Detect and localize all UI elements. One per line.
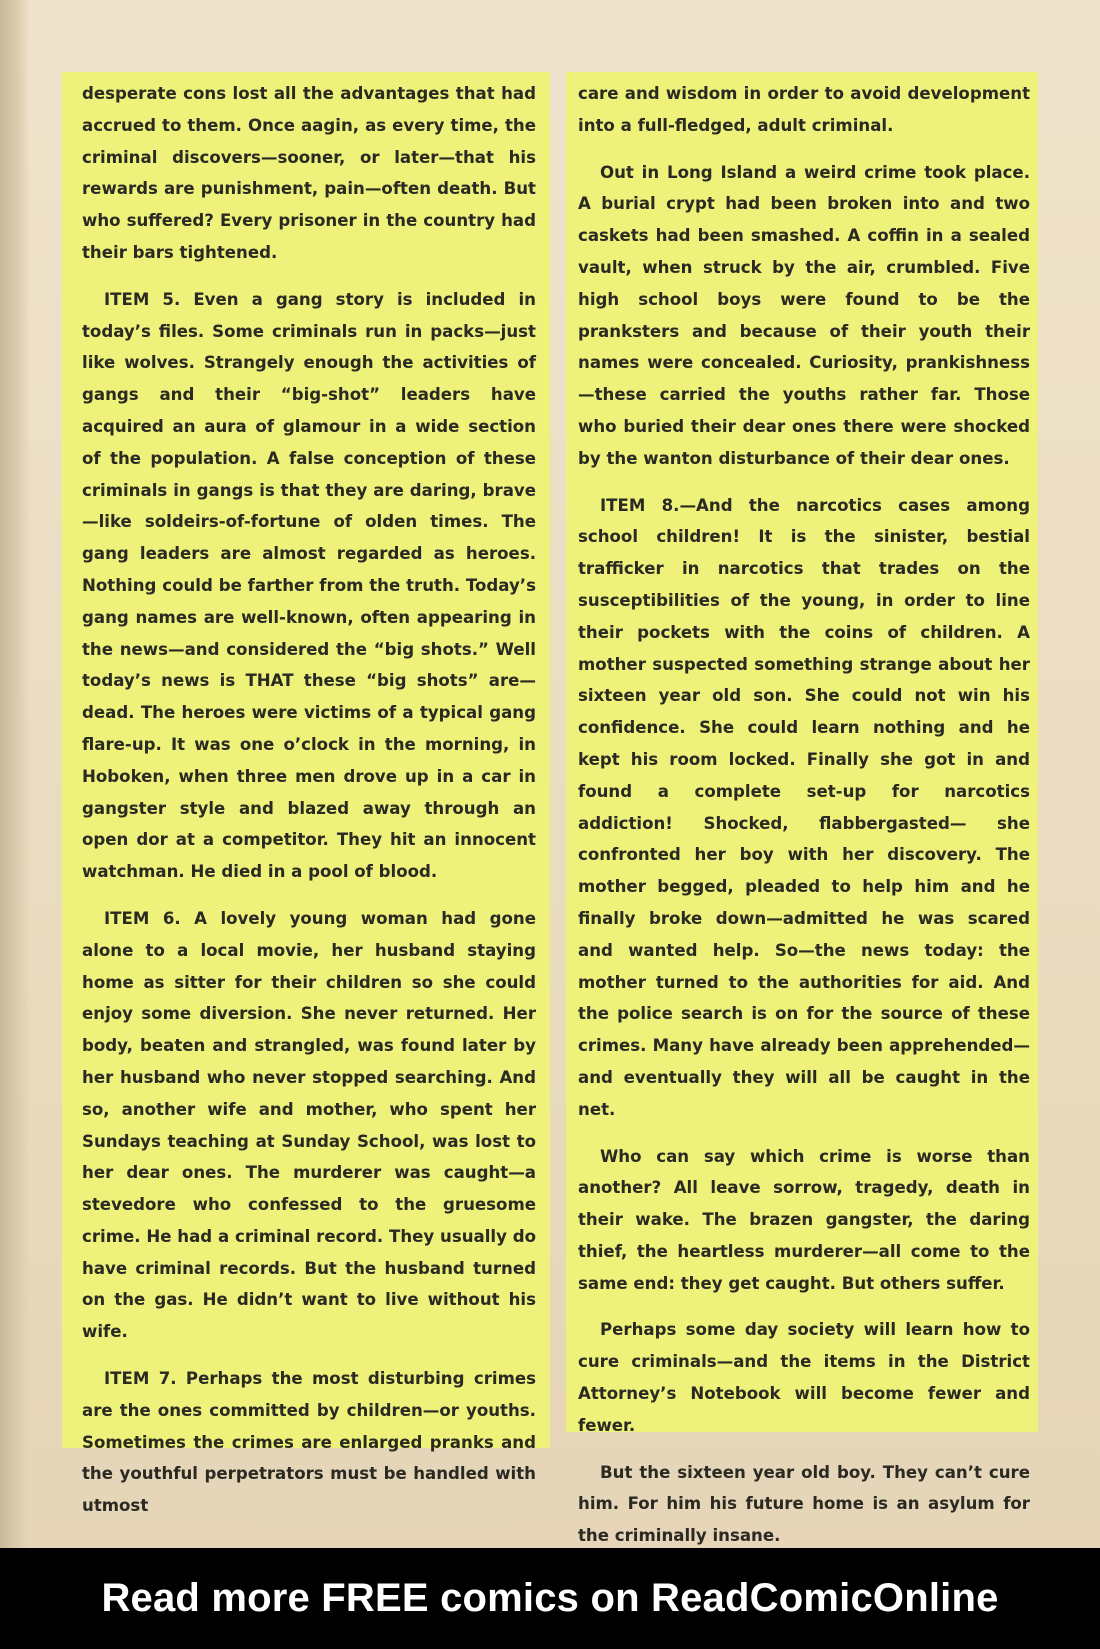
- paragraph-long-island: Out in Long Island a weird crime took place. A burial crypt had been broken into and two caskets had been smashed. A coffin in a sealed vault, when struck by the air, crumbled. Five high school boys were found to be the pranksters and because of their youth their names were concealed. Curiosity, prankishness—these carried the youths rather far. Those who buried their dear ones there were shocked by the wanton disturbance of their dear ones.: [578, 162, 1030, 468]
- page-spine-shadow: [0, 0, 30, 1548]
- paragraph-item-7: ITEM 7. Perhaps the most disturbing crimes are the ones committed by children—or youths. Sometimes the crimes are enlarged pranks and the youthful perpetrators must be handled with utmost: [82, 1369, 536, 1516]
- promo-banner[interactable]: [0, 1548, 1100, 1649]
- promo-banner-text[interactable]: Read more FREE comics on ReadComicOnline: [101, 1576, 999, 1620]
- article-right-column: [566, 72, 1038, 1546]
- paragraph-some-day: Perhaps some day society will learn how to cure criminals—and the items in the District Attorney’s Notebook will become fewer and fewer.: [578, 1320, 1030, 1435]
- paragraph-item-6: ITEM 6. A lovely young woman had gone alone to a local movie, her husband staying home as sitter for their children so she could enjoy some diversion. She never returned. Her body, beaten and strangled, was found later by her husband who never stopped searching. And so, another wife and mother, who spent her Sundays teaching at Sunday School, was lost to her dear ones. The murderer was caught—a stevedore who confessed to the gruesome crime. He had a criminal record. They usually do have criminal records. But the husband turned on the gas. He didn’t want to live without his wife.: [82, 908, 536, 1342]
- article-left-column: [62, 72, 550, 1516]
- paragraph-left-1: desperate cons lost all the advantages that had accrued to them. Once aagin, as every time, the criminal discovers—sooner, or later—that his rewards are punishment, pain—often death. But who suffered? Every prisoner in the country had their bars tightened.: [82, 84, 536, 262]
- paragraph-item-5: ITEM 5. Even a gang story is included in today’s files. Some criminals run in packs—just like wolves. Strangely enough the activities of gangs and their “big-shot” leaders have acquired an aura of glamour in a wide section of the population. A false conception of these criminals in gangs is that they are daring, brave—like soldeirs-of-fortune of olden times. The gang leaders are almost regarded as heroes. Nothing could be farther from the truth. Today’s gang names are well-known, often appearing in the news—and considered the “big shots.” Well today’s news is THAT these “big shots” are—dead. The heroes were victims of a typical gang flare-up. It was one o’clock in the morning, in Hoboken, when three men drove up in a car in gangster style and blazed away through an open dor at a competitor. They hit an innocent watchman. He died in a pool of blood.: [82, 289, 536, 882]
- paragraph-right-1: care and wisdom in order to avoid development into a full-fledged, adult criminal.: [578, 84, 1030, 135]
- paragraph-which-crime: Who can say which crime is worse than another? All leave sorrow, tragedy, death in their wake. The brazen gangster, the daring thief, the heartless murderer—all come to the same end: they get caught. But others suffer.: [578, 1146, 1030, 1293]
- paragraph-item-8: ITEM 8.—And the narcotics cases among school children! It is the sinister, bestial trafficker in narcotics that trades on the susceptibilities of the young, in order to line their pockets with the coins of children. A mother suspected something strange about her sixteen year old son. She could not win his confidence. She could learn nothing and he kept his room locked. Finally she got in and found a complete set-up for narcotics addiction! Shocked, flabbergasted— she confronted her boy with her discovery. The mother begged, pleaded to help him and he finally broke down—admitted he was scared and wanted help. So—the news today: the mother turned to the authorities for aid. And the police search is on for the source of these crimes. Many have already been apprehended—and eventually they will all be caught in the net.: [578, 495, 1030, 1119]
- paragraph-sixteen-year-old: But the sixteen year old boy. They can’t cure him. For him his future home is an asylum for the criminally insane.: [578, 1462, 1030, 1546]
